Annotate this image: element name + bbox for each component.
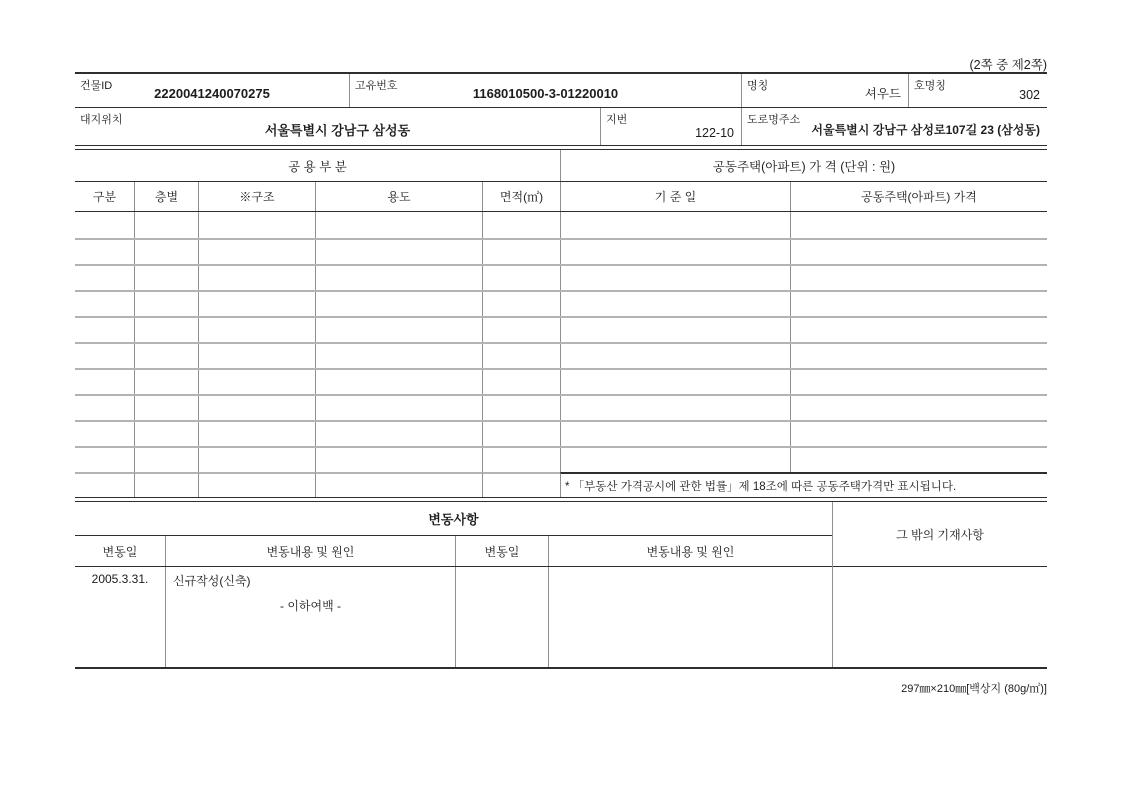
cell-gubun	[75, 266, 134, 290]
cell-gubun	[75, 344, 134, 368]
section-title-row	[75, 150, 1047, 182]
col-header-floor: 층별	[134, 182, 198, 211]
changes-table	[75, 502, 832, 667]
changes-header-row	[75, 536, 832, 567]
cell-area	[482, 212, 560, 238]
cell-use	[315, 344, 482, 368]
cell-gubun	[75, 318, 134, 342]
cell-gubun	[75, 212, 134, 238]
cell-price	[790, 292, 1047, 316]
land-location-cell	[75, 108, 600, 145]
cell-area	[482, 370, 560, 394]
unique-number-label: 고유번호	[355, 80, 398, 92]
other-notes-body	[833, 567, 1047, 667]
cell-basis-date	[560, 212, 790, 238]
change-date-cell	[75, 567, 165, 667]
cell-gubun	[75, 448, 134, 472]
cell-floor	[134, 212, 198, 238]
price-footnote: * 「부동산 가격공시에 관한 법률」제 18조에 따른 공동주택가격만 표시됩니다.	[560, 472, 1047, 497]
cell-use	[315, 396, 482, 420]
cell-use	[315, 318, 482, 342]
cell-price	[790, 266, 1047, 290]
page-indicator: (2쪽 중 제2쪽)	[969, 58, 1047, 72]
cell-basis-date	[560, 318, 790, 342]
changes-section	[75, 501, 1047, 669]
cell-price	[790, 422, 1047, 446]
change-content2-value	[549, 567, 832, 572]
cell-basis-date	[560, 448, 790, 472]
change-content-line2: - 이하여백 -	[279, 599, 342, 613]
table-row-empty	[75, 394, 1047, 420]
cell-price	[790, 212, 1047, 238]
building-id-label: 건물ID	[80, 80, 113, 92]
unique-number-cell	[349, 74, 741, 107]
col-header-basis-date: 기 준 일	[560, 182, 790, 211]
cell-price	[790, 370, 1047, 394]
road-address-cell	[741, 108, 1047, 145]
col-header-change-date-1: 변동일	[102, 544, 138, 559]
change-content2-cell	[548, 567, 832, 667]
cell-structure	[198, 370, 315, 394]
cell-basis-date	[560, 292, 790, 316]
cell-floor	[134, 396, 198, 420]
footnote-row	[75, 472, 1047, 497]
cell-structure	[198, 318, 315, 342]
col-header-use: 용도	[315, 182, 482, 211]
cell-structure	[198, 212, 315, 238]
cell-structure	[198, 344, 315, 368]
col-header-change-content-1: 변동내용 및 원인	[165, 536, 455, 566]
table-row-empty	[75, 238, 1047, 264]
table-row-empty	[75, 342, 1047, 368]
column-header-row	[75, 182, 1047, 212]
name-value: 셔우드	[864, 87, 901, 101]
col-header-area: 면적(㎡)	[482, 182, 560, 211]
unit-name-cell	[908, 74, 1047, 107]
cell-area	[482, 292, 560, 316]
road-address-label: 도로명주소	[747, 114, 801, 126]
cell-price	[790, 448, 1047, 472]
col-header-price: 공동주택(아파트) 가격	[790, 182, 1047, 211]
cell-floor	[134, 292, 198, 316]
changes-title: 변동사항	[75, 502, 832, 536]
changes-data-row	[75, 567, 832, 667]
apartment-price-section-title: 공동주택(아파트) 가 격 (단위 : 원)	[560, 150, 1047, 181]
change-date2-cell	[455, 567, 548, 667]
cell-structure	[198, 396, 315, 420]
cell-area	[482, 396, 560, 420]
cell-floor	[134, 318, 198, 342]
table-row-empty	[75, 290, 1047, 316]
lot-number-value: 122-10	[695, 126, 734, 140]
cell-basis-date	[560, 396, 790, 420]
change-date-value: 2005.3.31.	[91, 572, 149, 586]
table-row-empty	[75, 264, 1047, 290]
cell-area	[482, 422, 560, 446]
cell-use	[315, 472, 482, 497]
cell-use	[315, 266, 482, 290]
paper-spec-note: 297㎜×210㎜[백상지 (80g/㎡)]	[901, 683, 1047, 695]
cell-price	[790, 344, 1047, 368]
cell-floor	[134, 344, 198, 368]
cell-area	[482, 318, 560, 342]
lot-number-cell	[600, 108, 741, 145]
cell-floor	[134, 448, 198, 472]
name-label: 명칭	[747, 80, 769, 92]
cell-basis-date	[560, 370, 790, 394]
change-content-cell	[165, 567, 455, 667]
cell-basis-date	[560, 344, 790, 368]
cell-use	[315, 212, 482, 238]
common-area-section-title: 공 용 부 분	[288, 159, 347, 174]
change-date2-value	[456, 567, 548, 572]
building-id-cell	[75, 74, 349, 107]
cell-gubun	[75, 370, 134, 394]
cell-structure	[198, 448, 315, 472]
cell-structure	[198, 472, 315, 497]
cell-area	[482, 240, 560, 264]
cell-floor	[134, 422, 198, 446]
register-document	[75, 72, 1047, 669]
empty-rows	[75, 212, 1047, 472]
cell-use	[315, 422, 482, 446]
land-location-value: 서울특별시 강남구 삼성동	[264, 123, 411, 138]
col-header-change-content-2: 변동내용 및 원인	[548, 536, 832, 566]
other-notes-title: 그 밖의 기재사항	[833, 502, 1047, 567]
unit-name-label: 호명칭	[914, 80, 946, 92]
col-header-structure: ※구조	[198, 182, 315, 211]
table-row-empty	[75, 368, 1047, 394]
cell-use	[315, 240, 482, 264]
cell-gubun	[75, 240, 134, 264]
name-cell	[741, 74, 908, 107]
land-location-label: 대지위치	[80, 114, 123, 126]
cell-basis-date	[560, 266, 790, 290]
table-row-empty	[75, 212, 1047, 238]
col-header-gubun: 구분	[92, 190, 117, 204]
cell-floor	[134, 266, 198, 290]
cell-structure	[198, 422, 315, 446]
cell-use	[315, 370, 482, 394]
road-address-value: 서울특별시 강남구 삼성로107길 23 (삼성동)	[811, 123, 1040, 137]
cell-gubun	[75, 396, 134, 420]
col-header-change-date-2: 변동일	[455, 536, 548, 566]
cell-floor	[134, 370, 198, 394]
cell-basis-date	[560, 422, 790, 446]
table-row-empty	[75, 420, 1047, 446]
change-content-line1: 신규작성(신축)	[173, 574, 251, 588]
table-row-empty	[75, 446, 1047, 472]
cell-structure	[198, 266, 315, 290]
common-area-price-table	[75, 149, 1047, 498]
unit-name-value: 302	[1019, 88, 1040, 102]
cell-gubun	[75, 292, 134, 316]
table-row-empty	[75, 316, 1047, 342]
cell-area	[482, 472, 560, 497]
lot-number-label: 지번	[606, 114, 628, 126]
cell-floor	[134, 240, 198, 264]
cell-gubun	[75, 472, 134, 497]
other-notes-column	[832, 502, 1047, 667]
cell-use	[315, 292, 482, 316]
header-row-1	[75, 72, 1047, 108]
cell-price	[790, 396, 1047, 420]
cell-area	[482, 448, 560, 472]
cell-area	[482, 266, 560, 290]
cell-gubun	[75, 422, 134, 446]
cell-use	[315, 448, 482, 472]
cell-structure	[198, 292, 315, 316]
cell-structure	[198, 240, 315, 264]
cell-area	[482, 344, 560, 368]
building-id-value: 2220041240070275	[154, 86, 270, 101]
cell-price	[790, 240, 1047, 264]
cell-floor	[134, 472, 198, 497]
cell-price	[790, 318, 1047, 342]
unique-number-value: 1168010500-3-01220010	[472, 86, 619, 101]
cell-basis-date	[560, 240, 790, 264]
header-row-2	[75, 108, 1047, 146]
